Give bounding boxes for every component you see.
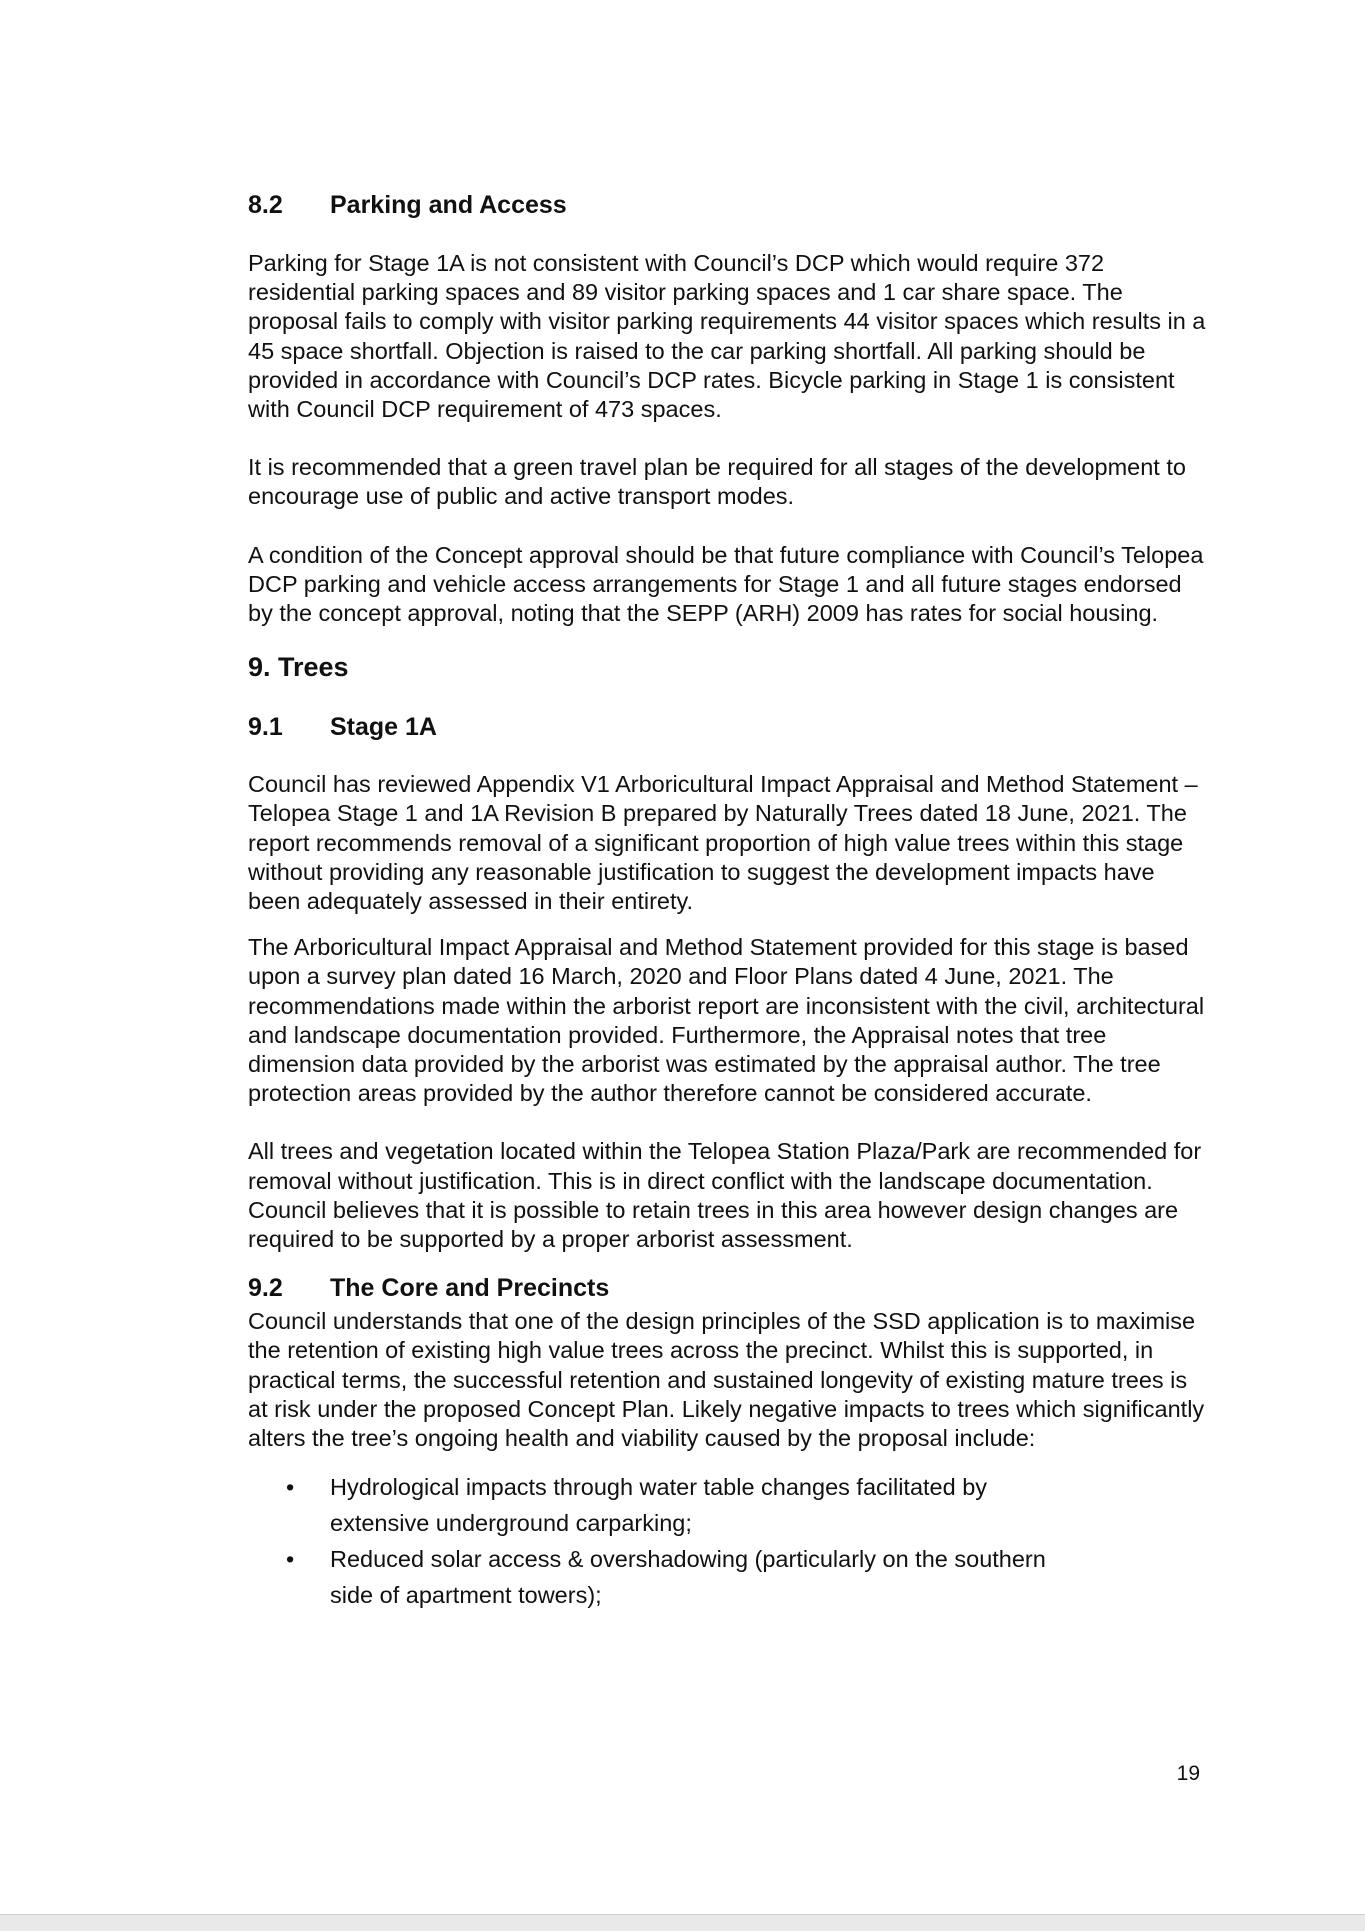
heading-8-2-number: 8.2 (248, 191, 283, 219)
bullet-item-solar-access-line1: Reduced solar access & overshadowing (particularly on the southern (330, 1546, 1046, 1573)
heading-9-2 (248, 1271, 1208, 1305)
heading-9-1-title: Stage 1A (330, 713, 437, 742)
bullet-item-hydrological-line1: Hydrological impacts through water table changes facilitated by (330, 1474, 988, 1501)
bullet-item-solar-access-line2: side of apartment towers); (330, 1582, 602, 1609)
heading-9-2-number: 9.2 (248, 1274, 283, 1303)
heading-9-trees: 9. Trees (248, 652, 349, 683)
paragraph-parking-requirements: Parking for Stage 1A is not consistent with Council’s DCP which would require 372 residential parking spaces and 89 visitor parking spaces and 1 car share space. The proposal fails to comply with visitor parking requirements 44 visitor spaces which results in a 45 space shortfall. Objection is raised to the car parking shortfall. All parking should be provided in accordance with Council’s DCP rates. Bicycle parking in Stage 1 is consistent with Council DCP requirement of 473 spaces. (248, 250, 1206, 423)
impacts-bullet-list (248, 1469, 1208, 1613)
bullet-item-solar-access (248, 1541, 1208, 1613)
heading-9-1 (248, 710, 1208, 744)
bullet-item-hydrological-line2: extensive underground carparking; (330, 1510, 692, 1537)
page-bottom-edge (0, 1914, 1365, 1931)
bullet-item-hydrological (248, 1469, 1208, 1541)
paragraph-station-plaza-trees: All trees and vegetation located within the Telopea Station Plaza/Park are recommended for removal without justification. This is in direct conflict with the landscape documentation. Council believes that it is possible to retain trees in this area however design changes are required to be supported by a proper arborist assessment. (248, 1138, 1202, 1253)
heading-8-2-title: Parking and Access (330, 191, 567, 219)
bullet-icon: • (286, 1474, 295, 1501)
paragraph-appraisal-survey: The Arboricultural Impact Appraisal and Method Statement provided for this stage is based upon a survey plan dated 16 March, 2020 and Floor Plans dated 4 June, 2021. The recommendations made within the arborist report are inconsistent with the civil, architectural and landscape documentation provided. Furthermore, the Appraisal notes that tree dimension data provided by the arborist was estimated by the appraisal author. The tree protection areas provided by the author therefore cannot be considered accurate. (248, 934, 1205, 1107)
heading-9-1-number: 9.1 (248, 713, 283, 742)
heading-8-2 (248, 188, 1208, 222)
heading-9-2-title: The Core and Precincts (330, 1274, 610, 1303)
page-number: 19 (1176, 1762, 1200, 1785)
page-content (248, 188, 1208, 1613)
paragraph-design-principles: Council understands that one of the design principles of the SSD application is to maximise the retention of existing high value trees across the precinct. Whilst this is supported, in practical terms, the successful retention and sustained longevity of existing mature trees is at risk under the proposed Concept Plan. Likely negative impacts to trees which significantly alters the tree’s ongoing health and viability caused by the proposal include: (248, 1308, 1205, 1452)
paragraph-appendix-review: Council has reviewed Appendix V1 Arboricultural Impact Appraisal and Method Statement – Telopea Stage 1 and 1A Revision B prepared by Naturally Trees dated 18 June, 2021. The report recommends removal of a significant proportion of high value trees within this stage without providing any reasonable justification to suggest the development impacts have been adequately assessed in their entirety. (248, 771, 1198, 915)
bullet-icon: • (286, 1546, 295, 1573)
paragraph-green-travel-plan: It is recommended that a green travel plan be required for all stages of the development to encourage use of public and active transport modes. (248, 454, 1186, 510)
paragraph-concept-condition: A condition of the Concept approval should be that future compliance with Council’s Telopea DCP parking and vehicle access arrangements for Stage 1 and all future stages endorsed by the concept approval, noting that the SEPP (ARH) 2009 has rates for social housing. (248, 541, 1204, 627)
